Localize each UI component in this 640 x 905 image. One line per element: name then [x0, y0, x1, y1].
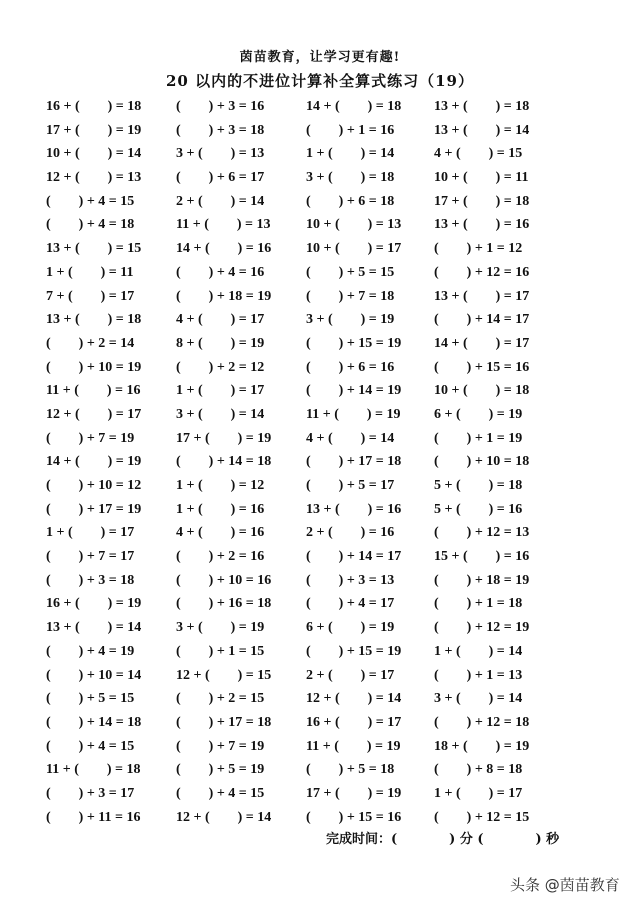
exercise-item: 3 + ( ) = 14 [176, 406, 265, 422]
exercise-item: ( ) + 7 = 17 [46, 549, 135, 565]
exercise-item: 3 + ( ) = 13 [176, 146, 265, 162]
exercise-item: 13 + ( ) = 18 [46, 312, 142, 328]
exercise-item: ( ) + 15 = 16 [306, 809, 402, 825]
exercise-item: ( ) + 6 = 18 [306, 193, 395, 209]
exercise-item: ( ) + 12 = 19 [434, 620, 530, 636]
exercise-item: ( ) + 5 = 18 [306, 762, 395, 778]
exercise-item: 2 + ( ) = 17 [306, 667, 395, 683]
exercise-item: 12 + ( ) = 17 [46, 406, 142, 422]
exercise-item: 2 + ( ) = 16 [306, 525, 395, 541]
exercise-item: ( ) + 14 = 17 [306, 549, 402, 565]
exercise-item: ( ) + 1 = 13 [434, 667, 523, 683]
exercise-item: ( ) + 17 = 18 [306, 454, 402, 470]
exercise-item: 1 + ( ) = 17 [46, 525, 135, 541]
exercise-item: 12 + ( ) = 13 [46, 170, 142, 186]
exercise-item: 15 + ( ) = 16 [434, 549, 530, 565]
exercise-item: ( ) + 14 = 18 [176, 454, 272, 470]
exercise-item: 3 + ( ) = 18 [306, 170, 395, 186]
exercise-item: ( ) + 14 = 18 [46, 714, 142, 730]
exercise-item: 13 + ( ) = 14 [46, 620, 142, 636]
exercise-item: 11 + ( ) = 16 [46, 383, 141, 399]
exercise-item: ( ) + 14 = 17 [434, 312, 530, 328]
exercise-item: 17 + ( ) = 18 [434, 193, 530, 209]
exercise-item: ( ) + 11 = 16 [46, 809, 141, 825]
exercise-item: ( ) + 3 = 18 [46, 572, 135, 588]
exercise-item: 4 + ( ) = 15 [434, 146, 523, 162]
exercise-item: ( ) + 17 = 18 [176, 714, 272, 730]
exercise-item: 11 + ( ) = 19 [306, 406, 401, 422]
exercise-item: 3 + ( ) = 19 [306, 312, 395, 328]
header-slogan: 茵苗教育，让学习更有趣! [239, 50, 401, 65]
exercise-item: 12 + ( ) = 14 [306, 691, 402, 707]
exercise-item: 17 + ( ) = 19 [306, 785, 402, 801]
exercise-item: 13 + ( ) = 14 [434, 122, 530, 138]
exercise-item: 3 + ( ) = 19 [176, 620, 265, 636]
exercise-item: 11 + ( ) = 13 [176, 217, 271, 233]
exercise-item: ( ) + 10 = 18 [434, 454, 530, 470]
exercise-item: 1 + ( ) = 14 [306, 146, 395, 162]
exercise-item: 14 + ( ) = 18 [306, 99, 402, 114]
exercise-item: 14 + ( ) = 19 [46, 454, 142, 470]
exercise-item: 4 + ( ) = 16 [176, 525, 265, 541]
exercise-item: 18 + ( ) = 19 [434, 738, 530, 754]
exercise-item: 13 + ( ) = 16 [434, 217, 530, 233]
exercise-item: ( ) + 2 = 15 [176, 691, 265, 707]
exercise-item: ( ) + 12 = 16 [434, 264, 530, 280]
exercise-item: ( ) + 8 = 18 [434, 762, 523, 778]
exercise-item: ( ) + 1 = 15 [176, 643, 265, 659]
exercise-item: ( ) + 10 = 19 [46, 359, 142, 375]
exercise-item: ( ) + 17 = 19 [46, 501, 142, 517]
exercise-item: 12 + ( ) = 15 [176, 667, 272, 683]
exercise-item: ( ) + 4 = 16 [176, 264, 265, 280]
source-watermark: 头条 @茵苗教育 [510, 876, 620, 894]
exercise-item: ( ) + 3 = 17 [46, 785, 135, 801]
exercise-item: 3 + ( ) = 14 [434, 691, 523, 707]
exercise-item: ( ) + 10 = 14 [46, 667, 142, 683]
exercise-item: ( ) + 5 = 19 [176, 762, 265, 778]
exercise-item: ( ) + 7 = 19 [176, 738, 265, 754]
exercise-item: ( ) + 12 = 13 [434, 525, 530, 541]
exercise-item: ( ) + 14 = 19 [306, 383, 402, 399]
exercise-item: ( ) + 4 = 15 [46, 738, 135, 754]
exercise-item: ( ) + 12 = 18 [434, 714, 530, 730]
exercise-item: 13 + ( ) = 15 [46, 241, 142, 257]
exercise-item: 11 + ( ) = 18 [46, 762, 141, 778]
exercise-item: ( ) + 4 = 15 [176, 785, 265, 801]
exercise-item: ( ) + 5 = 17 [306, 478, 395, 493]
exercise-item: 5 + ( ) = 16 [434, 501, 523, 517]
exercise-item: 1 + ( ) = 12 [176, 478, 265, 493]
exercise-item: 8 + ( ) = 19 [176, 335, 265, 351]
exercise-item: 7 + ( ) = 17 [46, 288, 135, 304]
exercise-item: 6 + ( ) = 19 [434, 406, 523, 422]
exercise-item: ( ) + 15 = 19 [306, 335, 402, 351]
exercise-item: ( ) + 1 = 12 [434, 241, 523, 257]
exercise-item: ( ) + 2 = 12 [176, 359, 265, 375]
exercise-item: ( ) + 6 = 16 [306, 359, 395, 375]
exercise-item: 1 + ( ) = 11 [46, 264, 134, 280]
exercise-item: ( ) + 18 = 19 [176, 288, 272, 304]
exercise-grid [46, 95, 606, 829]
exercise-item: ( ) + 10 = 12 [46, 478, 142, 493]
exercise-item: 2 + ( ) = 14 [176, 193, 265, 209]
exercise-item: ( ) + 3 = 16 [176, 99, 265, 114]
exercise-item: 1 + ( ) = 17 [176, 383, 265, 399]
exercise-item: ( ) + 2 = 16 [176, 549, 265, 565]
exercise-item: ( ) + 15 = 16 [434, 359, 530, 375]
exercise-item: 4 + ( ) = 14 [306, 430, 395, 446]
exercise-item: 16 + ( ) = 18 [46, 99, 142, 114]
exercise-item: ( ) + 7 = 19 [46, 430, 135, 446]
exercise-item: ( ) + 5 = 15 [46, 691, 135, 707]
exercise-item: ( ) + 4 = 18 [46, 217, 135, 233]
exercise-item: 17 + ( ) = 19 [176, 430, 272, 446]
exercise-item: ( ) + 6 = 17 [176, 170, 265, 186]
exercise-item: 10 + ( ) = 13 [306, 217, 402, 233]
exercise-item: 10 + ( ) = 11 [434, 170, 529, 186]
exercise-item: ( ) + 4 = 19 [46, 643, 135, 659]
exercise-item: 12 + ( ) = 14 [176, 809, 272, 825]
exercise-item: 13 + ( ) = 18 [434, 99, 530, 114]
exercise-item: 1 + ( ) = 16 [176, 501, 265, 517]
exercise-item: ( ) + 1 = 19 [434, 430, 523, 446]
exercise-item: 13 + ( ) = 17 [434, 288, 530, 304]
exercise-item: 17 + ( ) = 19 [46, 122, 142, 138]
exercise-item: ( ) + 18 = 19 [434, 572, 530, 588]
exercise-item: ( ) + 10 = 16 [176, 572, 272, 588]
exercise-item: 1 + ( ) = 14 [434, 643, 523, 659]
exercise-item: ( ) + 5 = 15 [306, 264, 395, 280]
exercise-item: 4 + ( ) = 17 [176, 312, 265, 328]
worksheet-title: 20 以内的不进位计算补全算式练习（19） [166, 72, 474, 90]
exercise-item: ( ) + 4 = 15 [46, 193, 135, 209]
exercise-item: ( ) + 1 = 18 [434, 596, 523, 612]
exercise-item: ( ) + 2 = 14 [46, 335, 135, 351]
exercise-item: 14 + ( ) = 16 [176, 241, 272, 257]
exercise-item: 1 + ( ) = 17 [434, 785, 523, 801]
exercise-item: 14 + ( ) = 17 [434, 335, 530, 351]
exercise-item: ( ) + 1 = 16 [306, 122, 395, 138]
exercise-item: ( ) + 15 = 19 [306, 643, 402, 659]
exercise-item: 10 + ( ) = 17 [306, 241, 402, 257]
exercise-item: 10 + ( ) = 14 [46, 146, 142, 162]
exercise-item: ( ) + 16 = 18 [176, 596, 272, 612]
exercise-item: 16 + ( ) = 17 [306, 714, 402, 730]
exercise-item: 5 + ( ) = 18 [434, 478, 523, 493]
exercise-item: 10 + ( ) = 18 [434, 383, 530, 399]
exercise-item: 11 + ( ) = 19 [306, 738, 401, 754]
exercise-item: 13 + ( ) = 16 [306, 501, 402, 517]
completion-time: 完成时间：( ) 分 ( ) 秒 [326, 832, 560, 847]
exercise-item: ( ) + 12 = 15 [434, 809, 530, 825]
exercise-item: ( ) + 4 = 17 [306, 596, 395, 612]
exercise-item: 16 + ( ) = 19 [46, 596, 142, 612]
exercise-item: ( ) + 3 = 18 [176, 122, 265, 138]
exercise-item: ( ) + 7 = 18 [306, 288, 395, 304]
exercise-item: 6 + ( ) = 19 [306, 620, 395, 636]
exercise-item: ( ) + 3 = 13 [306, 572, 395, 588]
